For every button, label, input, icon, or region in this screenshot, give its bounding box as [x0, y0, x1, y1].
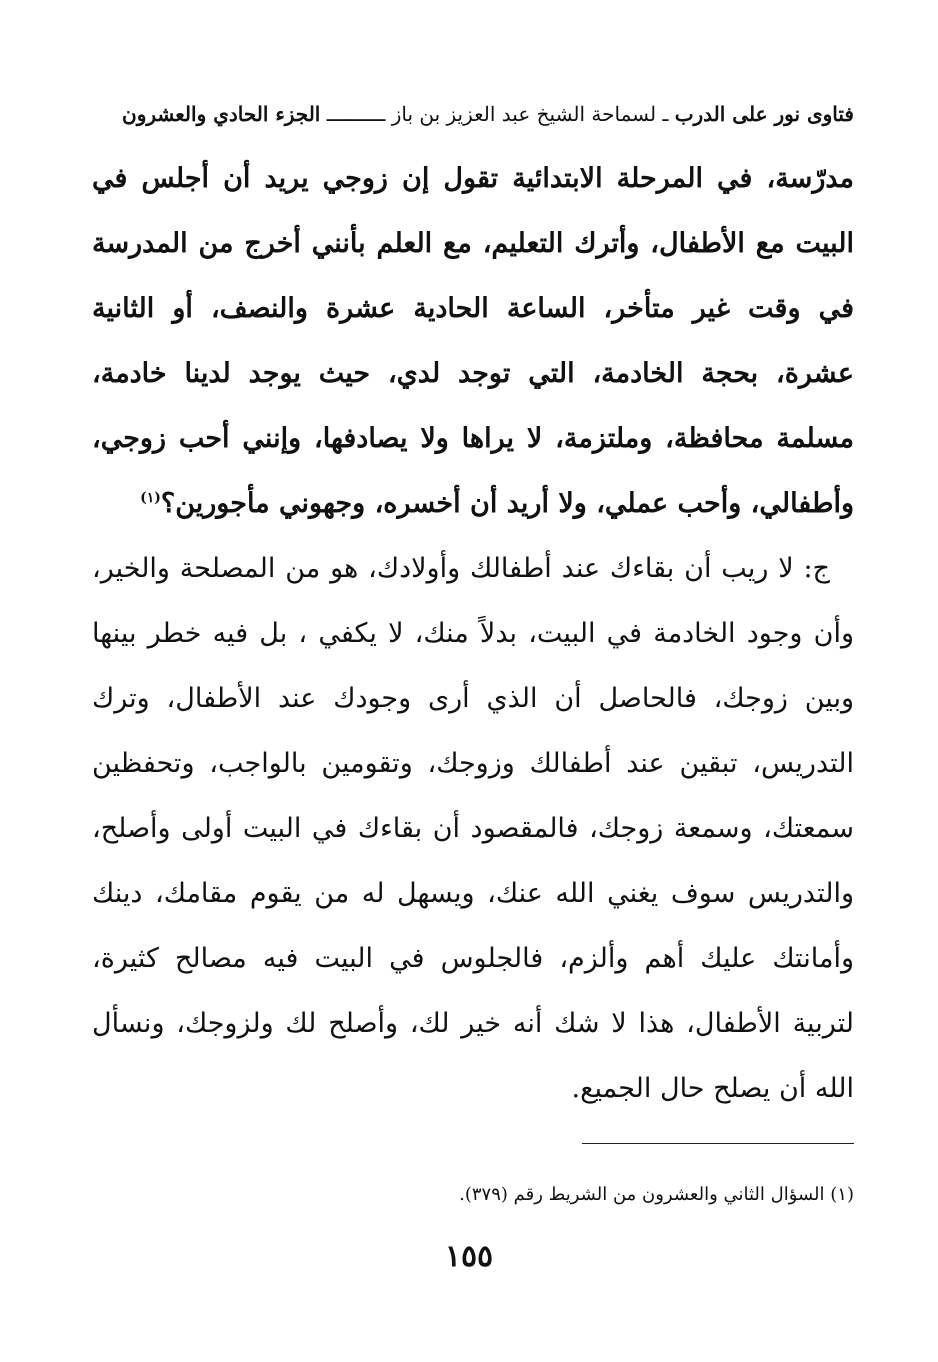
footnote-divider	[582, 1143, 854, 1144]
header-separator-long: ــــــــــ	[320, 102, 392, 126]
header-separator: ـ	[656, 102, 675, 126]
page-number: ١٥٥	[444, 1239, 494, 1274]
author-name: لسماحة الشيخ عبد العزيز بن باز	[391, 102, 657, 126]
footnote-reference: (١)	[140, 490, 161, 506]
running-header	[92, 96, 854, 132]
footnote-text: (١) السؤال الثاني والعشرون من الشريط رقم (٣٧٩).	[459, 1184, 854, 1205]
part-title: الجزء الحادي والعشرون	[122, 102, 321, 126]
answer-paragraph	[92, 536, 854, 1121]
question-paragraph	[92, 146, 854, 536]
question-text: مدرّسة، في المرحلة الابتدائية تقول إن زوجي يريد أن أجلس في البيت مع الأطفال، وأترك التعليم، مع العلم بأنني أخرج من المدرسة في وقت غير متأخر، الساعة الحادية عشرة والنصف، أو الثانية عشرة، بحجة الخادمة، التي توجد لدي، حيث يوجد لدينا خادمة، مسلمة محافظة، وملتزمة، لا يراها ولا يصادفها، وإنني أحب زوجي، وأطفالي، وأحب عملي، ولا أريد أن أخسره، وجهوني مأجورين؟	[92, 163, 854, 519]
answer-text: ج: لا ريب أن بقاءك عند أطفالك وأولادك، هو من المصلحة والخير، وأن وجود الخادمة في البيت، بدلاً منك، لا يكفي ، بل فيه خطر بينها وبين زوجك، فالحاصل أن الذي أرى وجودك عند الأطفال، وترك التدريس، تبقين عند أطفالك وزوجك، وتقومين بالواجب، وتحفظين سمعتك، وسمعة زوجك، فالمقصود أن بقاءك في البيت أولى وأصلح، والتدريس سوف يغني الله عنك، ويسهل له من يقوم مقامك، دينك وأمانتك عليك أهم وألزم، فالجلوس في البيت فيه مصالح كثيرة، لتربية الأطفال، هذا لا شك أنه خير لك، وأصلح لك ولزوجك، ونسأل الله أن يصلح حال الجميع.	[92, 553, 854, 1104]
book-title: فتاوى نور على الدرب	[674, 102, 854, 126]
footnote	[92, 1180, 854, 1210]
